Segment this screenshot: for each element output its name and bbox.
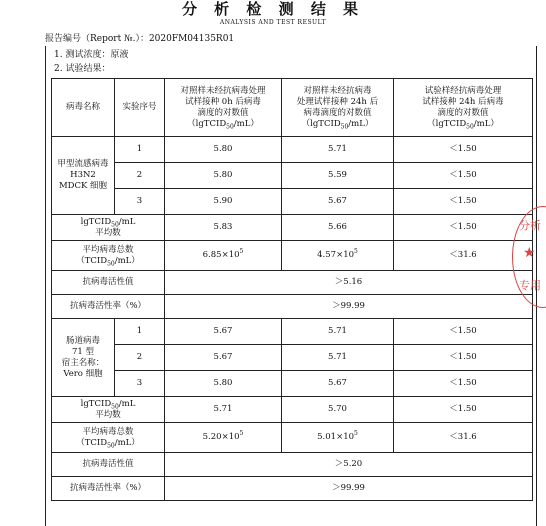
value-cell: 5.71 bbox=[282, 137, 394, 163]
value-cell: ＜1.50 bbox=[394, 319, 533, 345]
value-cell: 5.67 bbox=[282, 189, 394, 215]
activity-value: ＞5.20 bbox=[165, 453, 533, 477]
rate-value: ＞99.99 bbox=[165, 295, 533, 319]
average-row bbox=[52, 215, 533, 241]
activity-row bbox=[52, 271, 533, 295]
seq-cell: 2 bbox=[115, 345, 165, 371]
value-cell: 5.83 bbox=[165, 215, 282, 241]
seq-cell: 3 bbox=[115, 189, 165, 215]
header-seq: 实验序号 bbox=[115, 79, 165, 137]
table-row bbox=[52, 371, 533, 397]
value-cell: ＜31.6 bbox=[394, 241, 533, 271]
results-table bbox=[51, 78, 533, 501]
average-row bbox=[52, 397, 533, 423]
seq-cell: 1 bbox=[115, 319, 165, 345]
total-label: 平均病毒总数 $(TCID_{50}/mL)$ bbox=[52, 423, 165, 453]
value-cell: 5.67 bbox=[165, 319, 282, 345]
value-cell: $6.85\times 10^5$ bbox=[165, 241, 282, 271]
virus-name-cell: 肠道病毒 71 型 宿主名称： Vero 细胞 bbox=[52, 319, 115, 397]
average-label: lgTCID$_{50}$/mL 平均数 bbox=[52, 215, 165, 241]
rate-label: 抗病毒活性率（%） bbox=[52, 295, 165, 319]
header-row bbox=[52, 79, 533, 137]
table-row bbox=[52, 189, 533, 215]
value-cell: 5.80 bbox=[165, 371, 282, 397]
virus-name-cell: 甲型流感病毒 H3N2 MDCK 细胞 bbox=[52, 137, 115, 215]
report-number: 报告编号（Report №.）：2020FM04135R01 bbox=[45, 34, 235, 44]
value-cell: ＜1.50 bbox=[394, 371, 533, 397]
value-cell: ＜1.50 bbox=[394, 189, 533, 215]
table-row bbox=[52, 319, 533, 345]
value-cell: 5.59 bbox=[282, 163, 394, 189]
value-cell: $5.20\times 10^5$ bbox=[165, 423, 282, 453]
value-cell: ＜1.50 bbox=[394, 137, 533, 163]
value-cell: 5.90 bbox=[165, 189, 282, 215]
header-control-0h: 对照样未经抗病毒处理 试样接种 0h 后病毒 滴度的对数值 （lgTCID$_{50}$/mL） bbox=[165, 79, 282, 137]
document-subtitle: ANALYSIS AND TEST RESULT bbox=[219, 19, 327, 26]
seq-cell: 2 bbox=[115, 163, 165, 189]
test-results-label: 2. 试验结果： bbox=[54, 64, 111, 74]
value-cell: ＜1.50 bbox=[394, 397, 533, 423]
activity-label: 抗病毒活性值 bbox=[52, 271, 165, 295]
table-row bbox=[52, 137, 533, 163]
value-cell: 5.66 bbox=[282, 215, 394, 241]
value-cell: $4.57\times 10^5$ bbox=[282, 241, 394, 271]
value-cell: ＜1.50 bbox=[394, 215, 533, 241]
rate-row bbox=[52, 477, 533, 501]
value-cell: 5.71 bbox=[165, 397, 282, 423]
rate-row bbox=[52, 295, 533, 319]
table-row bbox=[52, 163, 533, 189]
value-cell: 5.70 bbox=[282, 397, 394, 423]
value-cell: 5.80 bbox=[165, 163, 282, 189]
total-row bbox=[52, 241, 533, 271]
header-virus-name: 病毒名称 bbox=[52, 79, 115, 137]
star-icon: ★ bbox=[523, 245, 536, 261]
rate-label: 抗病毒活性率（%） bbox=[52, 477, 165, 501]
average-label: lgTCID$_{50}$/mL 平均数 bbox=[52, 397, 165, 423]
rate-value: ＞99.99 bbox=[165, 477, 533, 501]
value-cell: 5.71 bbox=[282, 319, 394, 345]
value-cell: ＜1.50 bbox=[394, 163, 533, 189]
seal-text-bottom: 专用 bbox=[519, 279, 541, 292]
document-title: 分 析 检 测 结 果 bbox=[181, 0, 365, 18]
value-cell: 5.67 bbox=[165, 345, 282, 371]
value-cell: ＜1.50 bbox=[394, 345, 533, 371]
value-cell: 5.71 bbox=[282, 345, 394, 371]
result-frame bbox=[45, 46, 537, 526]
header-control-24h: 对照样未经抗病毒 处理试样接种 24h 后 病毒滴度的对数值 （lgTCID$_{50}$/mL） bbox=[282, 79, 394, 137]
seal-text-top: 分析 bbox=[519, 219, 541, 232]
seq-cell: 1 bbox=[115, 137, 165, 163]
value-cell: 5.67 bbox=[282, 371, 394, 397]
activity-row bbox=[52, 453, 533, 477]
activity-label: 抗病毒活性值 bbox=[52, 453, 165, 477]
seq-cell: 3 bbox=[115, 371, 165, 397]
total-row bbox=[52, 423, 533, 453]
table-row bbox=[52, 345, 533, 371]
value-cell: $5.01\times 10^5$ bbox=[282, 423, 394, 453]
value-cell: 5.80 bbox=[165, 137, 282, 163]
test-concentration: 1. 测试浓度：原液 bbox=[54, 50, 129, 60]
activity-value: ＞5.16 bbox=[165, 271, 533, 295]
total-label: 平均病毒总数 $(TCID_{50}/mL)$ bbox=[52, 241, 165, 271]
header-test-24h: 试验样经抗病毒处理 试样接种 24h 后病毒 滴度的对数值 （lgTCID$_{50}$/mL） bbox=[394, 79, 533, 137]
value-cell: ＜31.6 bbox=[394, 423, 533, 453]
